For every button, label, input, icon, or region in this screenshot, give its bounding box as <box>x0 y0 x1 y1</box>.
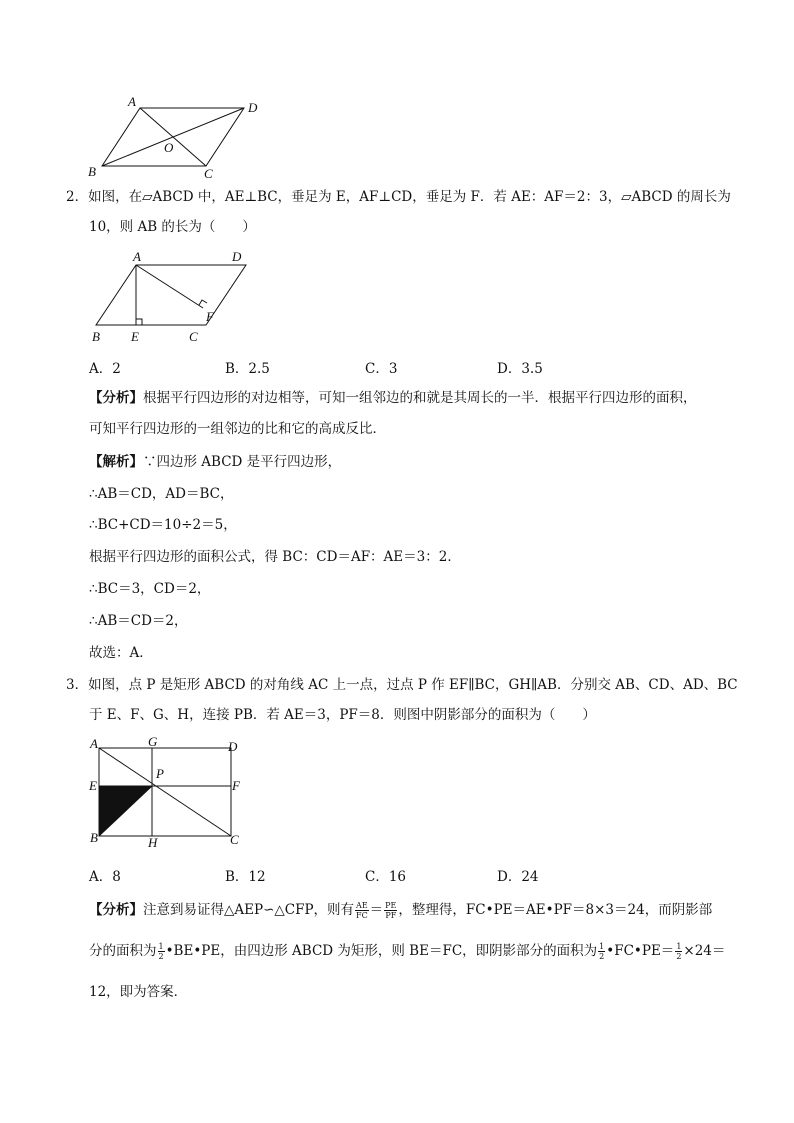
q2-text-line2: 10，则 AB 的长为（ ） <box>89 219 256 235</box>
q2-label-a: A <box>133 249 141 264</box>
q3-label-g: G <box>148 734 158 749</box>
q3-analysis-eq: ＝ <box>369 902 384 918</box>
q3-label-a: A <box>90 736 98 751</box>
q2-analysis-label: 【分析】 <box>89 390 143 406</box>
q3-label-b: B <box>90 830 98 845</box>
fraction-half-2: $\frac{1}{2}$ <box>599 942 605 961</box>
q3-analysis-line3: 12，即为答案． <box>89 984 188 1000</box>
q3-label-h: H <box>148 835 158 850</box>
q2-option-d: D．3.5 <box>497 361 543 377</box>
label-b: B <box>88 164 96 179</box>
q3-analysis-line2 <box>89 938 729 964</box>
q2-option-b: B．2.5 <box>225 361 270 377</box>
label-a: A <box>128 94 136 109</box>
q3-label-p: P <box>156 766 164 781</box>
fraction-ae-fc: $\frac{AE}{FC}$ <box>356 901 368 920</box>
q2-step-3: 根据平行四边形的面积公式，得 BC：CD＝AF：AE＝3：2． <box>89 549 461 565</box>
q3-analysis-text4: •BE•PE，由四边形 ABCD 为矩形，则 BE＝FC，即阴影部分的面积为 <box>165 943 598 959</box>
q3-options <box>89 865 689 883</box>
q3-analysis-text6: ×24＝ <box>683 943 726 959</box>
q3-analysis-text2: ，整理得，FC•PE＝AE•PF＝8×3＝24，而阴影部 <box>398 902 713 918</box>
q3-analysis-text1: 注意到易证得△AEP∽△CFP，则有 <box>143 902 355 918</box>
diagonal-bd <box>102 108 244 166</box>
q2-solution-line1 <box>89 453 729 471</box>
q2-right-angle-f <box>199 300 207 305</box>
q2-solution-text1: ∵四边形 ABCD 是平行四边形， <box>143 454 342 470</box>
q2-step-6: 故选：A． <box>89 645 153 661</box>
q2-step-2: ∴BC+CD＝10÷2＝5， <box>89 517 237 533</box>
q2-label-d: D <box>232 249 242 264</box>
q2-analysis-line1 <box>89 389 729 407</box>
q3-label-d: D <box>228 739 238 754</box>
label-o: O <box>164 140 174 155</box>
q2-analysis-line2: 可知平行四边形的一组邻边的比和它的高成反比． <box>89 421 386 437</box>
q3-figure <box>86 734 246 852</box>
q2-label-c: C <box>189 329 198 344</box>
q3-label-f: F <box>232 778 240 793</box>
q3-option-c: C．16 <box>365 869 407 885</box>
fraction-pe-pf: $\frac{PE}{PF}$ <box>385 901 397 920</box>
fraction-half-3: $\frac{1}{2}$ <box>676 942 682 961</box>
q3-option-a: A．8 <box>89 869 121 885</box>
q2-step-4: ∴BC＝3，CD＝2， <box>89 581 211 597</box>
q2-solution-label: 【解析】 <box>89 454 143 470</box>
label-d: D <box>248 100 258 115</box>
q2-parallelogram <box>96 265 246 325</box>
q2-analysis-text1: 根据平行四边形的对边相等，可知一组邻边的和就是其周长的一半．根据平行四边形的面积， <box>143 390 697 406</box>
q3-analysis-text5: •FC•PE＝ <box>606 943 675 959</box>
label-c: C <box>204 166 213 181</box>
q3-analysis-text3: 分的面积为 <box>89 943 157 959</box>
q3-option-d: D．24 <box>497 869 539 885</box>
q2-right-angle-e <box>136 319 142 325</box>
q2-option-a: A．2 <box>89 361 121 377</box>
q3-analysis-label: 【分析】 <box>89 902 143 918</box>
q3-analysis-line1 <box>89 897 729 923</box>
q2-options <box>89 357 689 375</box>
q2-step-5: ∴AB＝CD＝2， <box>89 613 188 629</box>
q3-text-line2: 于 E、F、G、H，连接 PB．若 AE＝3，PF＝8．则图中阴影部分的面积为（ ） <box>89 707 596 723</box>
q2-text-line1: 2．如图，在▱ABCD 中，AE⊥BC，垂足为 E，AF⊥CD，垂足为 F．若 AE：AF＝2：3，▱ABCD 的周长为 <box>66 189 731 205</box>
q2-label-f: F <box>206 309 214 324</box>
q2-figure <box>86 246 266 346</box>
q2-option-c: C．3 <box>365 361 398 377</box>
parallelogram-diagonals-figure <box>80 92 280 182</box>
q2-label-e: E <box>131 329 139 344</box>
q3-label-c: C <box>230 832 239 847</box>
q3-label-e: E <box>89 778 97 793</box>
q2-step-1: ∴AB＝CD，AD＝BC， <box>89 486 234 502</box>
fraction-half-1: $\frac{1}{2}$ <box>158 942 164 961</box>
q2-label-b: B <box>92 329 100 344</box>
q2-altitude-af <box>136 265 203 308</box>
q3-text-line1: 3．如图，点 P 是矩形 ABCD 的对角线 AC 上一点，过点 P 作 EF∥BC，GH∥AB．分别交 AB、CD、AD、BC <box>66 677 738 693</box>
q3-option-b: B．12 <box>225 869 266 885</box>
